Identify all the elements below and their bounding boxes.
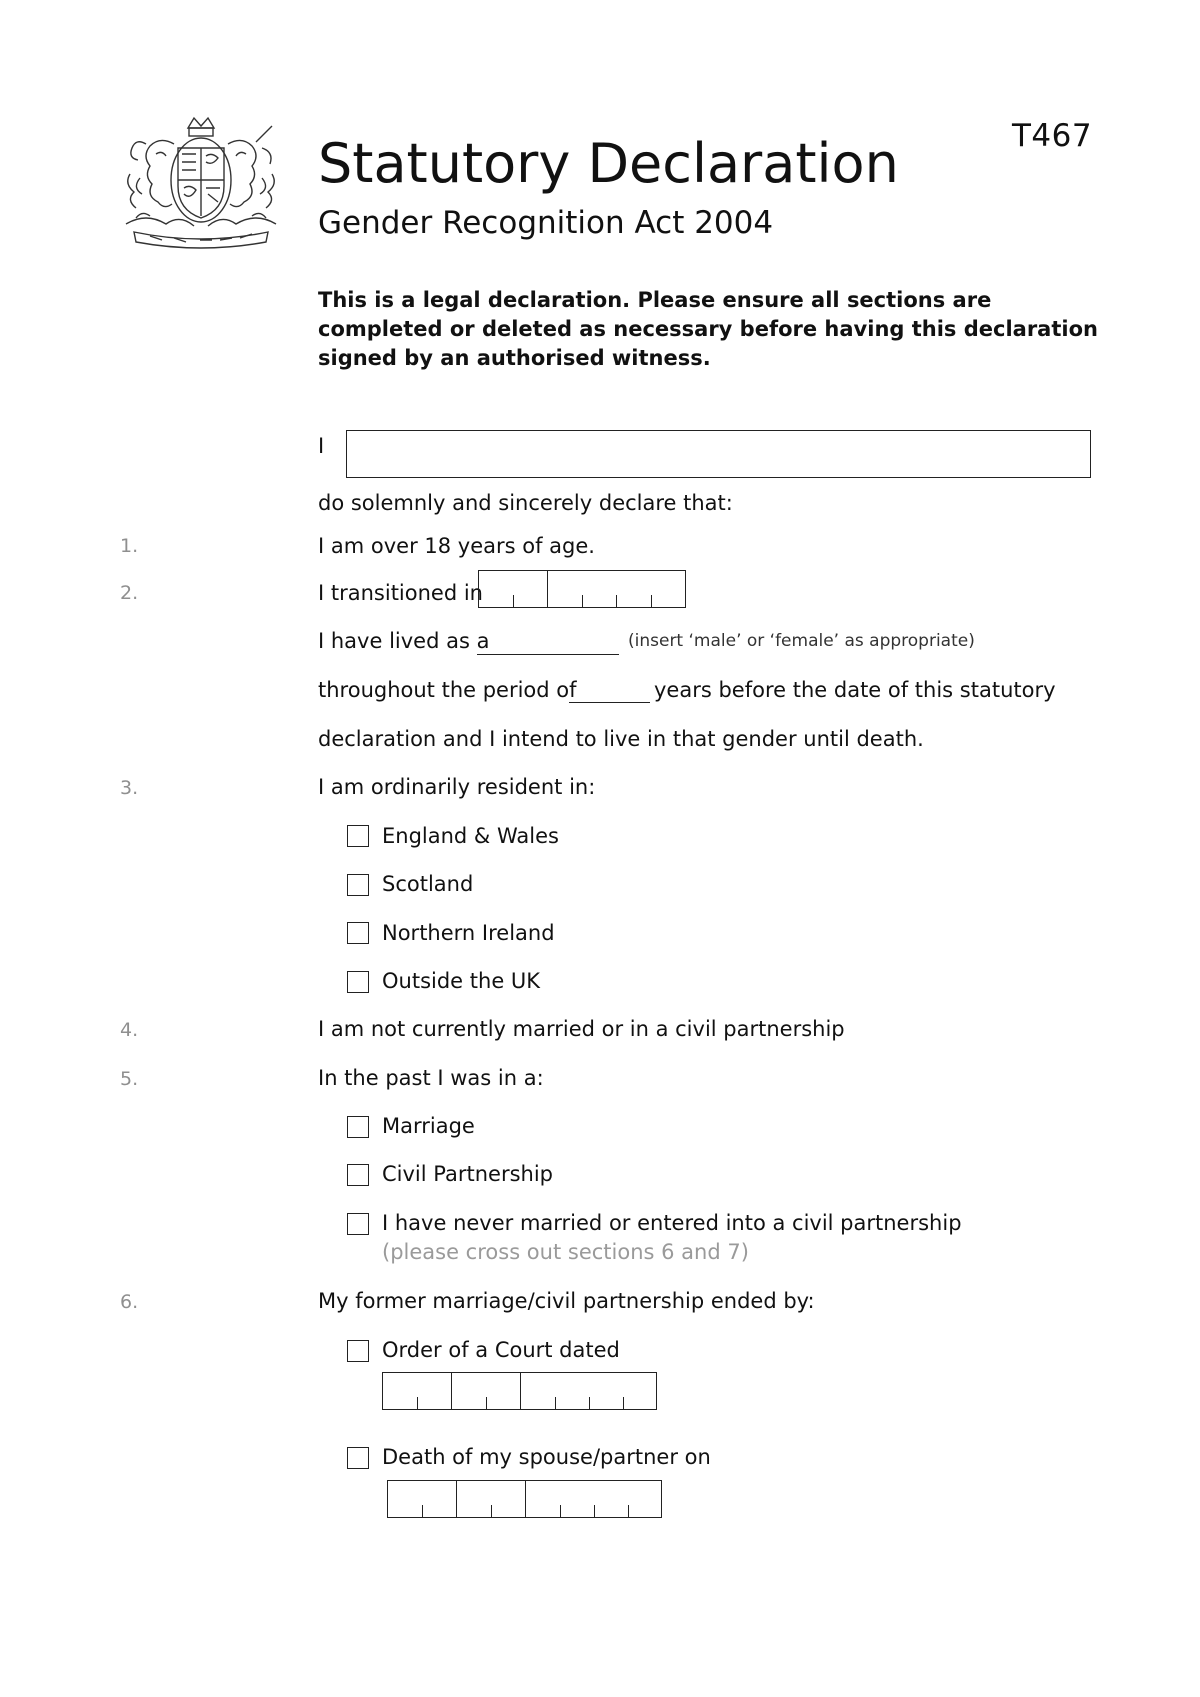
item-text-3: I am ordinarily resident in:	[318, 775, 596, 799]
court-order-checkbox[interactable]	[347, 1340, 369, 1362]
item-number-5: 5.	[120, 1068, 139, 1090]
option-label: Civil Partnership	[382, 1162, 554, 1186]
option-label: Marriage	[382, 1114, 475, 1138]
item-text-4: I am not currently married or in a civil partnership	[318, 1017, 845, 1041]
name-prefix: I	[318, 434, 325, 458]
declare-line: do solemnly and sincerely declare that:	[318, 491, 733, 515]
period-prefix: throughout the period of	[318, 678, 577, 702]
item-text-6: My former marriage/civil partnership ended by:	[318, 1289, 815, 1313]
option-label: England & Wales	[382, 824, 559, 848]
never-married-checkbox[interactable]	[347, 1213, 369, 1235]
transition-year-field[interactable]	[478, 570, 686, 608]
page-title: Statutory Declaration	[318, 132, 899, 195]
item-number-6: 6.	[120, 1291, 139, 1313]
lived-as-hint: (insert ‘male’ or ‘female’ as appropriate)	[628, 631, 975, 651]
item-number-1: 1.	[120, 535, 139, 557]
marriage-checkbox[interactable]	[347, 1116, 369, 1138]
item-number-3: 3.	[120, 777, 139, 799]
england-wales-checkbox[interactable]	[347, 825, 369, 847]
intro-warning: This is a legal declaration. Please ensure all sections are completed or deleted as necessary before having this declaration signed by an authorised witness.	[318, 288, 1098, 370]
outside-uk-checkbox[interactable]	[347, 971, 369, 993]
civil-partnership-checkbox[interactable]	[347, 1164, 369, 1186]
option-label: I have never married or entered into a civil partnership	[382, 1211, 962, 1235]
page-subtitle: Gender Recognition Act 2004	[318, 205, 774, 241]
gender-blank-field[interactable]	[477, 654, 619, 655]
scotland-checkbox[interactable]	[347, 874, 369, 896]
royal-coat-of-arms-logo	[116, 114, 286, 252]
northern-ireland-checkbox[interactable]	[347, 922, 369, 944]
death-of-spouse-checkbox[interactable]	[347, 1447, 369, 1469]
item-number-2: 2.	[120, 582, 139, 604]
option-label: Death of my spouse/partner on	[382, 1445, 711, 1469]
item-number-4: 4.	[120, 1019, 139, 1041]
cross-out-note: (please cross out sections 6 and 7)	[382, 1240, 749, 1264]
period-continued: declaration and I intend to live in that gender until death.	[318, 727, 924, 751]
name-input-box[interactable]	[346, 430, 1091, 478]
option-label: Order of a Court dated	[382, 1338, 620, 1362]
item-text-2: I transitioned in	[318, 581, 483, 605]
death-date-field[interactable]	[387, 1480, 662, 1518]
option-label: Outside the UK	[382, 969, 541, 993]
lived-as-prefix: I have lived as a	[318, 629, 490, 653]
item-text-1: I am over 18 years of age.	[318, 534, 595, 558]
court-order-date-field[interactable]	[382, 1372, 657, 1410]
period-suffix: years before the date of this statutory	[654, 678, 1056, 702]
option-label: Scotland	[382, 872, 474, 896]
item-text-5: In the past I was in a:	[318, 1066, 544, 1090]
form-code: T467	[1012, 118, 1093, 154]
years-blank-field[interactable]	[569, 702, 650, 703]
option-label: Northern Ireland	[382, 921, 555, 945]
